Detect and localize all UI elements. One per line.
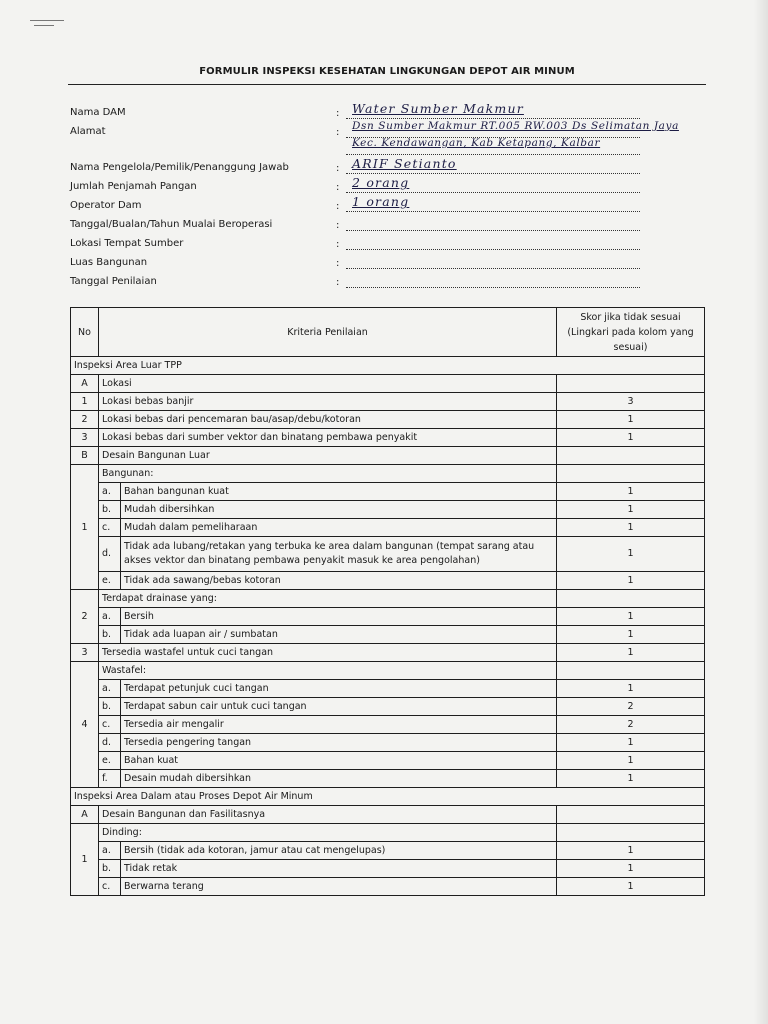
table-row (71, 752, 705, 770)
row-criteria: Berwarna terang (121, 878, 557, 896)
row-no: A (71, 375, 99, 393)
section-inner-title: Inspeksi Area Dalam atau Proses Depot Air Minum (71, 788, 705, 806)
table-row (71, 537, 705, 572)
colon: : (336, 220, 340, 231)
table-row (71, 680, 705, 698)
dotted-fill-line (346, 192, 640, 193)
group-label: Wastafel: (99, 662, 557, 680)
row-criteria: Tersedia air mengalir (121, 716, 557, 734)
row-criteria: Tidak ada lubang/retakan yang terbuka ke area dalam bangunan (tempat sarang atau akses vektor dan binatang pembawa penyakit masuk ke area pengolahan) (121, 537, 557, 572)
table-row (71, 411, 705, 429)
score-cell[interactable]: 1 (557, 752, 705, 770)
row-criteria: Tersedia pengering tangan (121, 734, 557, 752)
section-outer-title: Inspeksi Area Luar TPP (71, 357, 705, 375)
colon: : (336, 108, 340, 119)
row-criteria: Lokasi bebas dari pencemaran bau/asap/debu/kotoran (99, 411, 557, 429)
score-cell[interactable]: 1 (557, 842, 705, 860)
info-label: Lokasi Tempat Sumber (70, 238, 184, 249)
sub-letter: b. (99, 626, 121, 644)
table-row (71, 698, 705, 716)
table-row (71, 644, 705, 662)
dotted-fill-line[interactable] (346, 268, 640, 269)
handwritten-value[interactable]: ARIF Setianto (352, 156, 457, 171)
table-row (71, 501, 705, 519)
group-label: Dinding: (99, 824, 557, 842)
score-cell[interactable]: 1 (557, 501, 705, 519)
info-label: Jumlah Penjamah Pangan (70, 181, 197, 192)
table-row (71, 770, 705, 788)
sub-letter: c. (99, 878, 121, 896)
row-criteria: Mudah dalam pemeliharaan (121, 519, 557, 537)
table-row (71, 465, 705, 483)
table-row (71, 842, 705, 860)
colon: : (336, 182, 340, 193)
sub-letter: a. (99, 608, 121, 626)
row-no: 4 (71, 662, 99, 788)
score-cell[interactable]: 2 (557, 716, 705, 734)
score-cell[interactable]: 1 (557, 680, 705, 698)
dotted-fill-line (346, 154, 640, 155)
header-score: Skor jika tidak sesuai (Lingkari pada kolom yang sesuai) (557, 308, 705, 357)
score-cell[interactable]: 1 (557, 429, 705, 447)
info-label: Luas Bangunan (70, 257, 148, 268)
sub-letter: d. (99, 734, 121, 752)
score-cell[interactable]: 1 (557, 644, 705, 662)
row-criteria: Lokasi (99, 375, 557, 393)
row-no: 3 (71, 429, 99, 447)
table-row (71, 824, 705, 842)
colon: : (336, 277, 340, 288)
row-no: 3 (71, 644, 99, 662)
scan-mark (30, 18, 66, 28)
row-no: 2 (71, 590, 99, 644)
group-label: Bangunan: (99, 465, 557, 483)
score-cell[interactable]: 1 (557, 483, 705, 501)
score-cell[interactable]: 3 (557, 393, 705, 411)
table-row (71, 878, 705, 896)
row-criteria: Desain Bangunan dan Fasilitasnya (99, 806, 557, 824)
info-label: Nama Pengelola/Pemilik/Penanggung Jawab (70, 162, 289, 173)
dotted-fill-line (346, 173, 640, 174)
colon: : (336, 127, 340, 138)
score-cell[interactable]: 1 (557, 572, 705, 590)
table-row (71, 393, 705, 411)
score-cell (557, 590, 705, 608)
sub-letter: b. (99, 501, 121, 519)
sub-letter: a. (99, 483, 121, 501)
score-cell[interactable]: 1 (557, 770, 705, 788)
score-cell (557, 662, 705, 680)
table-row (71, 626, 705, 644)
section-row (71, 788, 705, 806)
page-edge-shadow (754, 0, 768, 1024)
score-cell[interactable]: 1 (557, 608, 705, 626)
info-row-tanggal-operasi (70, 216, 704, 234)
info-label: Operator Dam (70, 200, 142, 211)
table-row (71, 375, 705, 393)
sub-letter: c. (99, 519, 121, 537)
handwritten-value[interactable]: Kec. Kendawangan, Kab Ketapang, Kalbar (352, 137, 601, 149)
row-criteria: Tidak retak (121, 860, 557, 878)
sub-letter: e. (99, 752, 121, 770)
info-label: Tanggal/Bualan/Tahun Mualai Beroperasi (70, 219, 273, 230)
score-cell[interactable]: 1 (557, 626, 705, 644)
table-row (71, 519, 705, 537)
row-no: A (71, 806, 99, 824)
colon: : (336, 201, 340, 212)
row-no: 1 (71, 393, 99, 411)
info-row-operator (70, 194, 704, 215)
row-criteria: Bahan kuat (121, 752, 557, 770)
info-label: Tanggal Penilaian (70, 276, 157, 287)
form-title: FORMULIR INSPEKSI KESEHATAN LINGKUNGAN DEPOT AIR MINUM (199, 66, 575, 77)
score-cell[interactable]: 2 (557, 698, 705, 716)
table-row (71, 806, 705, 824)
sub-letter: a. (99, 842, 121, 860)
info-label: Nama DAM (70, 107, 126, 118)
row-criteria: Tersedia wastafel untuk cuci tangan (99, 644, 557, 662)
row-criteria: Desain mudah dibersihkan (121, 770, 557, 788)
table-row (71, 860, 705, 878)
row-criteria: Bersih (tidak ada kotoran, jamur atau cat mengelupas) (121, 842, 557, 860)
dotted-fill-line[interactable] (346, 230, 640, 231)
colon: : (336, 163, 340, 174)
table-row (71, 429, 705, 447)
title-divider (68, 84, 706, 85)
group-label: Terdapat drainase yang: (99, 590, 557, 608)
score-cell[interactable]: 1 (557, 860, 705, 878)
row-criteria: Bahan bangunan kuat (121, 483, 557, 501)
row-criteria: Tidak ada sawang/bebas kotoran (121, 572, 557, 590)
row-no: 1 (71, 465, 99, 590)
table-row (71, 572, 705, 590)
info-row-tanggal-penilaian (70, 273, 704, 291)
score-cell[interactable]: 1 (557, 878, 705, 896)
dotted-fill-line[interactable] (346, 249, 640, 250)
dotted-fill-line (346, 118, 640, 119)
score-cell (557, 465, 705, 483)
row-criteria: Lokasi bebas dari sumber vektor dan binatang pembawa penyakit (99, 429, 557, 447)
row-criteria: Lokasi bebas banjir (99, 393, 557, 411)
handwritten-value[interactable]: 1 orang (352, 194, 410, 209)
table-row (71, 608, 705, 626)
row-criteria: Terdapat sabun cair untuk cuci tangan (121, 698, 557, 716)
table-row (71, 716, 705, 734)
score-cell (557, 824, 705, 842)
dotted-fill-line[interactable] (346, 287, 640, 288)
score-cell (557, 375, 705, 393)
table-row (71, 447, 705, 465)
colon: : (336, 258, 340, 269)
sub-letter: d. (99, 537, 121, 572)
info-label: Alamat (70, 126, 106, 137)
row-no: 2 (71, 411, 99, 429)
score-cell[interactable]: 1 (557, 519, 705, 537)
handwritten-value[interactable]: 2 orang (352, 175, 410, 190)
dotted-fill-line (346, 211, 640, 212)
table-row (71, 483, 705, 501)
sub-letter: b. (99, 698, 121, 716)
score-cell[interactable]: 1 (557, 734, 705, 752)
row-no: B (71, 447, 99, 465)
score-cell (557, 447, 705, 465)
sub-letter: f. (99, 770, 121, 788)
score-cell (557, 806, 705, 824)
row-criteria: Desain Bangunan Luar (99, 447, 557, 465)
row-no: 1 (71, 824, 99, 896)
header-no: No (71, 308, 99, 357)
row-criteria: Tidak ada luapan air / sumbatan (121, 626, 557, 644)
table-header-row (71, 308, 705, 357)
sub-letter: e. (99, 572, 121, 590)
handwritten-value[interactable]: Dsn Sumber Makmur RT.005 RW.003 Ds Selimatan Jaya (352, 120, 679, 132)
info-row-luas-bangunan (70, 254, 704, 272)
table-row (71, 662, 705, 680)
criteria-table (70, 307, 705, 896)
sub-letter: a. (99, 680, 121, 698)
section-row (71, 357, 705, 375)
sub-letter: c. (99, 716, 121, 734)
row-criteria: Bersih (121, 608, 557, 626)
colon: : (336, 239, 340, 250)
score-cell[interactable]: 1 (557, 411, 705, 429)
row-criteria: Terdapat petunjuk cuci tangan (121, 680, 557, 698)
table-row (71, 734, 705, 752)
table-row (71, 590, 705, 608)
header-criteria: Kriteria Penilaian (99, 308, 557, 357)
info-row-lokasi-sumber (70, 235, 704, 253)
row-criteria: Mudah dibersihkan (121, 501, 557, 519)
handwritten-value[interactable]: Water Sumber Makmur (352, 101, 524, 116)
sub-letter: b. (99, 860, 121, 878)
score-cell[interactable]: 1 (557, 537, 705, 572)
